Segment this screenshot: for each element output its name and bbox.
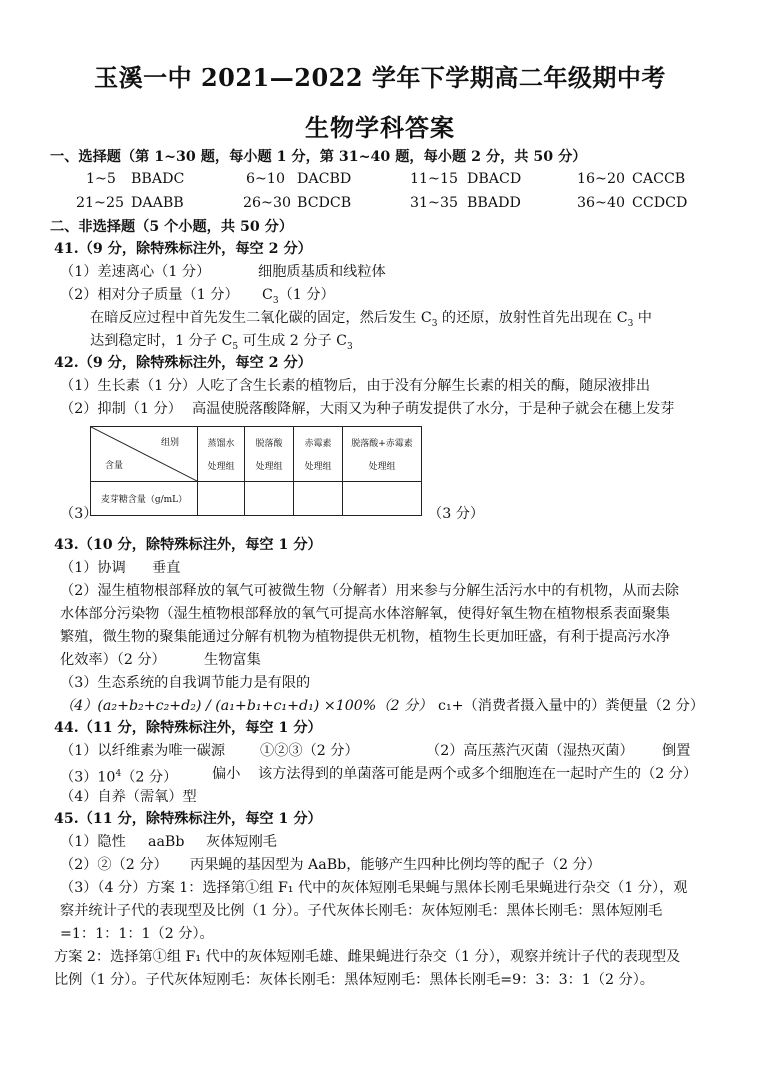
q44-answer-2b: 倒置	[662, 743, 691, 759]
q45-answer-1a: （1）隐性	[60, 834, 126, 850]
table-cell-empty	[343, 482, 422, 516]
mc-range: 36~40	[577, 195, 625, 211]
table-col-header: 赤霉素 处理组	[294, 427, 343, 482]
q41-explanation-1: 在暗反应过程中首先发生二氧化碳的固定，然后发生 $C_3$ 的还原，放射性首先出现在 $C_3$ 中	[90, 310, 652, 329]
table-col-header: 蒸馏水 处理组	[198, 427, 245, 482]
corner-header-content: 含量	[105, 461, 124, 471]
q42-answer-3-score: （3 分）	[428, 506, 485, 522]
q42-answer-2b: 高温使脱落酸降解，大雨又为种子萌发提供了水分，于是种子就会在穗上发芽	[192, 401, 675, 417]
mc-answer: CACCB	[632, 171, 686, 187]
mc-answer: BBADD	[467, 195, 521, 211]
q45-answer-3-line1: （3）（4 分）方案 1：选择第①组 F₁ 代中的灰体短刚毛果蝇与黑体长刚毛果蝇进行杂交（1 分），观	[60, 880, 688, 896]
q43-answer-2-line3: 繁殖，微生物的聚集能通过分解有机物为植物提供无机物，植物生长更加旺盛，有利于提高污水净	[60, 629, 671, 645]
corner-header-group: 组别	[160, 438, 179, 448]
section-2-heading: 二、非选择题（5 个小题，共 50 分）	[50, 219, 294, 235]
q43-answer-2-line4: 化效率）（2 分）	[60, 652, 166, 668]
mc-range: 11~15	[410, 171, 458, 187]
table-cell-empty	[198, 482, 245, 516]
q45-answer-2b: 丙果蝇的基因型为 AaBb，能够产生四种比例均等的配子（2 分）	[190, 857, 601, 873]
q45-heading: 45.（11 分，除特殊标注外，每空 1 分）	[54, 811, 322, 827]
q44-answer-2a: （2）高压蒸汽灭菌（湿热灭菌）	[426, 743, 634, 759]
mc-answer: DBACD	[467, 171, 522, 187]
section-1-heading: 一、选择题（第 1~30 题，每小题 1 分，第 31~40 题，每小题 2 分，共 50 分）	[50, 149, 587, 165]
q44-answer-1b: ①②③（2 分）	[260, 743, 359, 759]
mc-range: 6~10	[246, 171, 285, 187]
page-title: 玉溪一中 2021—2022 学年下学期高二年级期中考	[94, 63, 666, 92]
q43-answer-4b: c₁+（消费者摄入量中的）粪便量（2 分）	[438, 698, 705, 714]
q44-answer-3b: 偏小	[212, 766, 241, 782]
q41-heading: 41.（9 分，除特殊标注外，每空 2 分）	[54, 241, 312, 257]
mc-answer: DACBD	[297, 171, 352, 187]
q44-answer-3c: 该方法得到的单菌落可能是两个或多个细胞连在一起时产生的（2 分）	[258, 766, 698, 782]
table-col-header: 脱落酸 处理组	[245, 427, 294, 482]
q42-answer-1: （1）生长素（1 分）人吃了含生长素的植物后，由于没有分解生长素的相关的酶，随尿液排出	[60, 378, 651, 394]
q44-heading: 44.（11 分，除特殊标注外，每空 1 分）	[54, 720, 322, 736]
q45-answer-1b: aaBb	[148, 834, 185, 850]
q45-answer-3-plan2-line1: 方案 2：选择第①组 F₁ 代中的灰体短刚毛雄、雌果蝇进行杂交（1 分），观察并统计子代的表现型及	[54, 949, 681, 965]
table-row-header: 麦芽糖含量（g/mL）	[91, 482, 198, 516]
q43-answer-2-line1: （2）湿生植物根部释放的氧气可被微生物（分解者）用来参与分解生活污水中的有机物，从而去除	[60, 583, 680, 599]
q45-answer-3-line3: =1：1：1：1（2 分）。	[60, 926, 214, 942]
q44-answer-1a: （1）以纤维素为唯一碳源	[60, 743, 226, 759]
q44-answer-3a: $(3)10^4(2$ 分）	[60, 769, 178, 786]
mc-range: 26~30	[243, 195, 291, 211]
table-col-header: 脱落酸+赤霉素 处理组	[343, 427, 422, 482]
q43-answer-1a: （1）协调	[60, 560, 126, 576]
q41-answer-1b: 细胞质基质和线粒体	[258, 264, 386, 280]
q45-answer-3-plan2-line2: 比例（1 分）。子代灰体短刚毛：灰体长刚毛：黑体短刚毛：黑体长刚毛=9：3：3：1（2 分）。	[54, 972, 654, 988]
q45-answer-1c: 灰体短刚毛	[206, 834, 277, 850]
table-corner-cell	[91, 427, 198, 482]
mc-answer: CCDCD	[632, 195, 688, 211]
q43-answer-2-extra: 生物富集	[204, 652, 261, 668]
mc-range: 1~5	[86, 171, 116, 187]
q41-answer-1a: （1）差速离心（1 分）	[60, 264, 211, 280]
q44-answer-4: （4）自养（需氧）型	[60, 789, 197, 805]
mc-range: 21~25	[76, 195, 124, 211]
table-cell-empty	[245, 482, 294, 516]
q45-answer-2a: （2）②（2 分）	[60, 857, 168, 873]
q42-answer-2a: （2）抑制（1 分）	[60, 401, 182, 417]
q45-answer-3-line2: 察并统计子代的表现型及比例（1 分）。子代灰体长刚毛：灰体短刚毛：黑体长刚毛：黑体短刚毛	[60, 903, 663, 919]
q43-answer-1b: 垂直	[152, 560, 181, 576]
mc-range: 16~20	[577, 171, 625, 187]
q41-answer-2a: （2）相对分子质量（1 分）	[60, 287, 239, 303]
q42-heading: 42.（9 分，除特殊标注外，每空 2 分）	[54, 355, 312, 371]
table-cell-empty	[294, 482, 343, 516]
mc-answer: BCDCB	[297, 195, 352, 211]
q41-answer-2b: $C_3(1$ 分）	[262, 287, 335, 306]
page-subtitle: 生物学科答案	[305, 113, 455, 142]
mc-answer: BBADC	[131, 171, 185, 187]
q42-answer-3-label: （3）	[60, 506, 98, 522]
q43-answer-3: （3）生态系统的自我调节能力是有限的	[60, 675, 311, 691]
q43-heading: 43.（10 分，除特殊标注外，每空 1 分）	[54, 537, 322, 553]
q41-explanation-2: 达到稳定时，1 分子 $C_5$ 可生成 2 分子 $C_3$	[90, 333, 353, 352]
diagonal-line	[91, 427, 197, 481]
q43-answer-2-line2: 水体部分污染物（湿生植物根部释放的氧气可提高水体溶解氧，使得好氧生物在植物根系表面聚集	[60, 606, 671, 622]
mc-answer: DAABB	[131, 195, 184, 211]
mc-range: 31~35	[410, 195, 458, 211]
experiment-design-table	[90, 426, 422, 516]
q43-answer-4a: （4）(a₂+b₂+c₂+d₂) / (a₁+b₁+c₁+d₁) ×100%（2 分）	[60, 698, 433, 714]
